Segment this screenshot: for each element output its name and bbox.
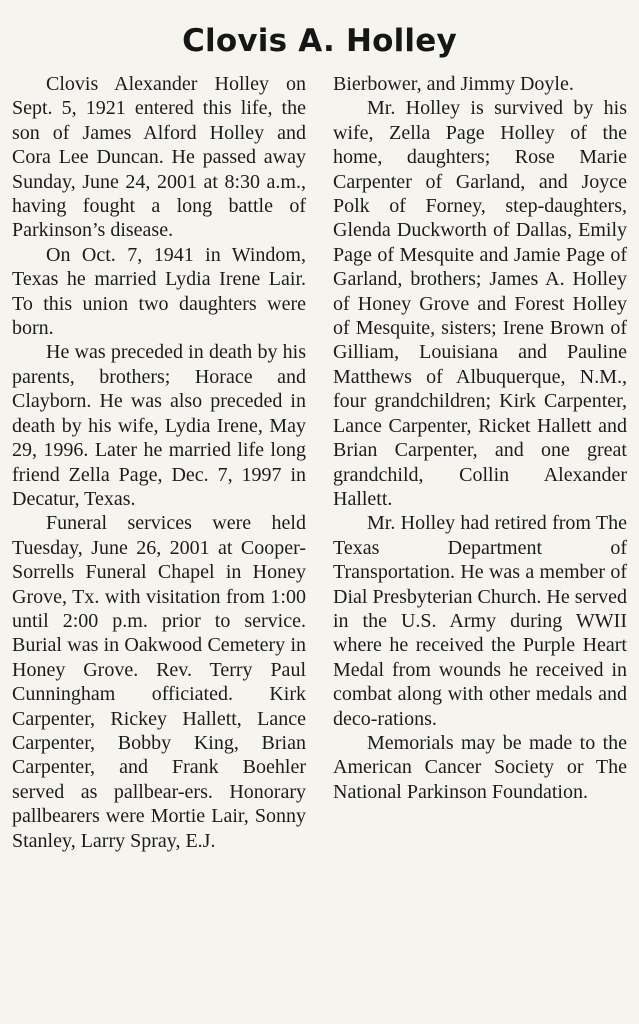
obituary-columns — [12, 72, 627, 853]
obituary-title: Clovis A. Holley — [182, 23, 457, 59]
paragraph-funeral: Funeral services were held Tuesday, June 26, 2001 at Cooper-Sorrells Funeral Chapel in Honey Grove, Tx. with visitation from 1:00 until 2:00 p.m. prior to service. Burial was in Oakwood Cemetery in Honey Grove. Rev. Terry Paul Cunningham officiated. Kirk Carpenter, Rickey Hallett, Lance Carpenter, Bobby King, Brian Carpenter, and Frank Boehler served as pallbear-ers. Honorary pallbearers were Mortie Lair, Sonny Stanley, Larry Spray, E.J. — [12, 512, 306, 852]
paragraph-marriage: On Oct. 7, 1941 in Windom, Texas he married Lydia Irene Lair. To this union two daughters were born. — [12, 243, 306, 340]
right-column — [333, 72, 627, 853]
paragraph-survivors: Mr. Holley is survived by his wife, Zella Page Holley of the home, daughters; Rose Marie Carpenter of Garland, and Joyce Polk of Forney, step-daughters, Glenda Duckworth of Dallas, Emily Page of Mesquite and Jamie Page of Garland, brothers; James A. Holley of Honey Grove and Forest Holley of Mesquite, sisters; Irene Brown of Gilliam, Louisiana and Pauline Matthews of Albuquerque, N.M., four grandchildren; Kirk Carpenter, Lance Carpenter, Ricket Hallett and Brian Carpenter, and one great grandchild, Collin Alexander Hallett. — [333, 97, 627, 510]
left-column — [12, 72, 306, 853]
paragraph-memorials: Memorials may be made to the American Cancer Society or The National Parkinson Foundation. — [333, 731, 627, 803]
paragraph-continuation: Bierbower, and Jimmy Doyle. — [333, 73, 574, 95]
paragraph-career: Mr. Holley had retired from The Texas Department of Transportation. He was a member of Dial Presbyterian Church. He served in the U.S. Army during WWII where he received the Purple Heart Medal from wounds he received in combat along with other medals and deco-rations. — [333, 512, 627, 730]
paragraph-birth: Clovis Alexander Holley on Sept. 5, 1921 entered this life, the son of James Alford Holley and Cora Lee Duncan. He passed away Sunday, June 24, 2001 at 8:30 a.m., having fought a long battle of Parkinson’s disease. — [12, 73, 306, 242]
paragraph-preceded: He was preceded in death by his parents, brothers; Horace and Clayborn. He was also preceded in death by his wife, Lydia Irene, May 29, 1996. Later he married life long friend Zella Page, Dec. 7, 1997 in Decatur, Texas. — [12, 341, 306, 510]
